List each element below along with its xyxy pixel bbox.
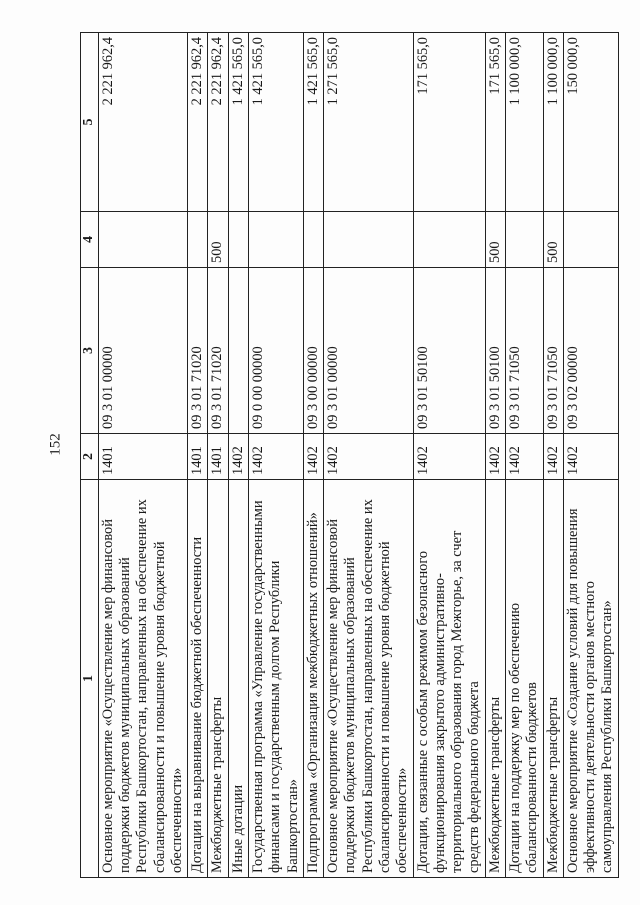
rotated-table-container (80, 33, 616, 878)
row-expense-type (98, 212, 187, 268)
header-col-3: 3 (81, 268, 99, 434)
table-row (543, 33, 563, 878)
row-section: 1402 (249, 434, 304, 480)
row-name: Основное мероприятие «Осуществление мер финансовой поддержки бюджетов муниципальных образований Республики Башкортостан, направленных на обеспечение их сбалансированности и повышение уровня бюджетной обеспеченности» (98, 480, 187, 878)
row-section: 1401 (208, 434, 228, 480)
row-expense-type (249, 212, 304, 268)
row-section: 1402 (413, 434, 485, 480)
row-expense-type (188, 212, 208, 268)
row-name: Государственная программа «Управление государственными финансами и государственным долгом Республики Башкортостан» (249, 480, 304, 878)
table-row (563, 33, 618, 878)
row-expense-type (228, 212, 248, 268)
row-target (228, 268, 248, 434)
row-name: Иные дотации (228, 480, 248, 878)
header-col-5: 5 (81, 33, 99, 212)
row-section: 1401 (98, 434, 187, 480)
page-number: 152 (47, 433, 64, 456)
table-row (98, 33, 187, 878)
row-amount: 1 421 565,0 (228, 33, 248, 212)
row-amount: 171 565,0 (485, 33, 505, 212)
row-amount: 150 000,0 (563, 33, 618, 212)
budget-table (80, 32, 619, 878)
row-section: 1402 (324, 434, 413, 480)
row-section: 1402 (543, 434, 563, 480)
row-target: 09 3 01 00000 (324, 268, 413, 434)
row-name: Основное мероприятие «Осуществление мер финансовой поддержки бюджетов муниципальных образований Республики Башкортостан, направленных на обеспечение их сбалансированности и повышение уровня бюджетной обеспеченности» (324, 480, 413, 878)
row-amount: 2 221 962,4 (98, 33, 187, 212)
row-expense-type (303, 212, 323, 268)
row-target: 09 3 00 00000 (303, 268, 323, 434)
row-amount: 1 421 565,0 (249, 33, 304, 212)
table-row (505, 33, 543, 878)
row-name: Дотации, связанные с особым режимом безопасного функционирования закрытого административно-территориального образования город Межгорье, за счет средств федерального бюджета (413, 480, 485, 878)
row-name: Дотации на выравнивание бюджетной обеспеченности (188, 480, 208, 878)
row-target: 09 3 01 71050 (505, 268, 543, 434)
row-name: Межбюджетные трансферты (543, 480, 563, 878)
row-amount: 1 421 565,0 (303, 33, 323, 212)
row-target: 09 3 01 71020 (188, 268, 208, 434)
table-row (249, 33, 304, 878)
table-header-row (81, 33, 99, 878)
row-name: Дотации на поддержку мер по обеспечению сбалансированности бюджетов (505, 480, 543, 878)
row-expense-type: 500 (208, 212, 228, 268)
table-row (413, 33, 485, 878)
row-expense-type (324, 212, 413, 268)
row-section: 1402 (228, 434, 248, 480)
row-amount: 2 221 962,4 (208, 33, 228, 212)
row-name: Межбюджетные трансферты (485, 480, 505, 878)
table-row (485, 33, 505, 878)
row-section: 1402 (303, 434, 323, 480)
row-target: 09 3 02 00000 (563, 268, 618, 434)
row-expense-type: 500 (485, 212, 505, 268)
row-target: 09 3 01 71050 (543, 268, 563, 434)
table-row (303, 33, 323, 878)
row-amount: 1 100 000,0 (505, 33, 543, 212)
row-expense-type (505, 212, 543, 268)
table-row (228, 33, 248, 878)
header-col-4: 4 (81, 212, 99, 268)
row-expense-type: 500 (543, 212, 563, 268)
row-section: 1402 (485, 434, 505, 480)
table-row (208, 33, 228, 878)
row-amount: 2 221 962,4 (188, 33, 208, 212)
row-name: Межбюджетные трансферты (208, 480, 228, 878)
table-row (188, 33, 208, 878)
row-target: 09 3 01 00000 (98, 268, 187, 434)
table-row (324, 33, 413, 878)
row-target: 09 3 01 71020 (208, 268, 228, 434)
row-target: 09 0 00 00000 (249, 268, 304, 434)
row-section: 1402 (505, 434, 543, 480)
row-section: 1401 (188, 434, 208, 480)
row-amount: 171 565,0 (413, 33, 485, 212)
header-col-2: 2 (81, 434, 99, 480)
row-name: Основное мероприятие «Создание условий для повышения эффективности деятельности органов местного самоуправления Республики Башкортостан» (563, 480, 618, 878)
row-amount: 1 100 000,0 (543, 33, 563, 212)
row-section: 1402 (563, 434, 618, 480)
row-target: 09 3 01 50100 (485, 268, 505, 434)
row-expense-type (413, 212, 485, 268)
header-col-1: 1 (81, 480, 99, 878)
row-amount: 1 271 565,0 (324, 33, 413, 212)
row-expense-type (563, 212, 618, 268)
row-target: 09 3 01 50100 (413, 268, 485, 434)
row-name: Подпрограмма «Организация межбюджетных отношений» (303, 480, 323, 878)
